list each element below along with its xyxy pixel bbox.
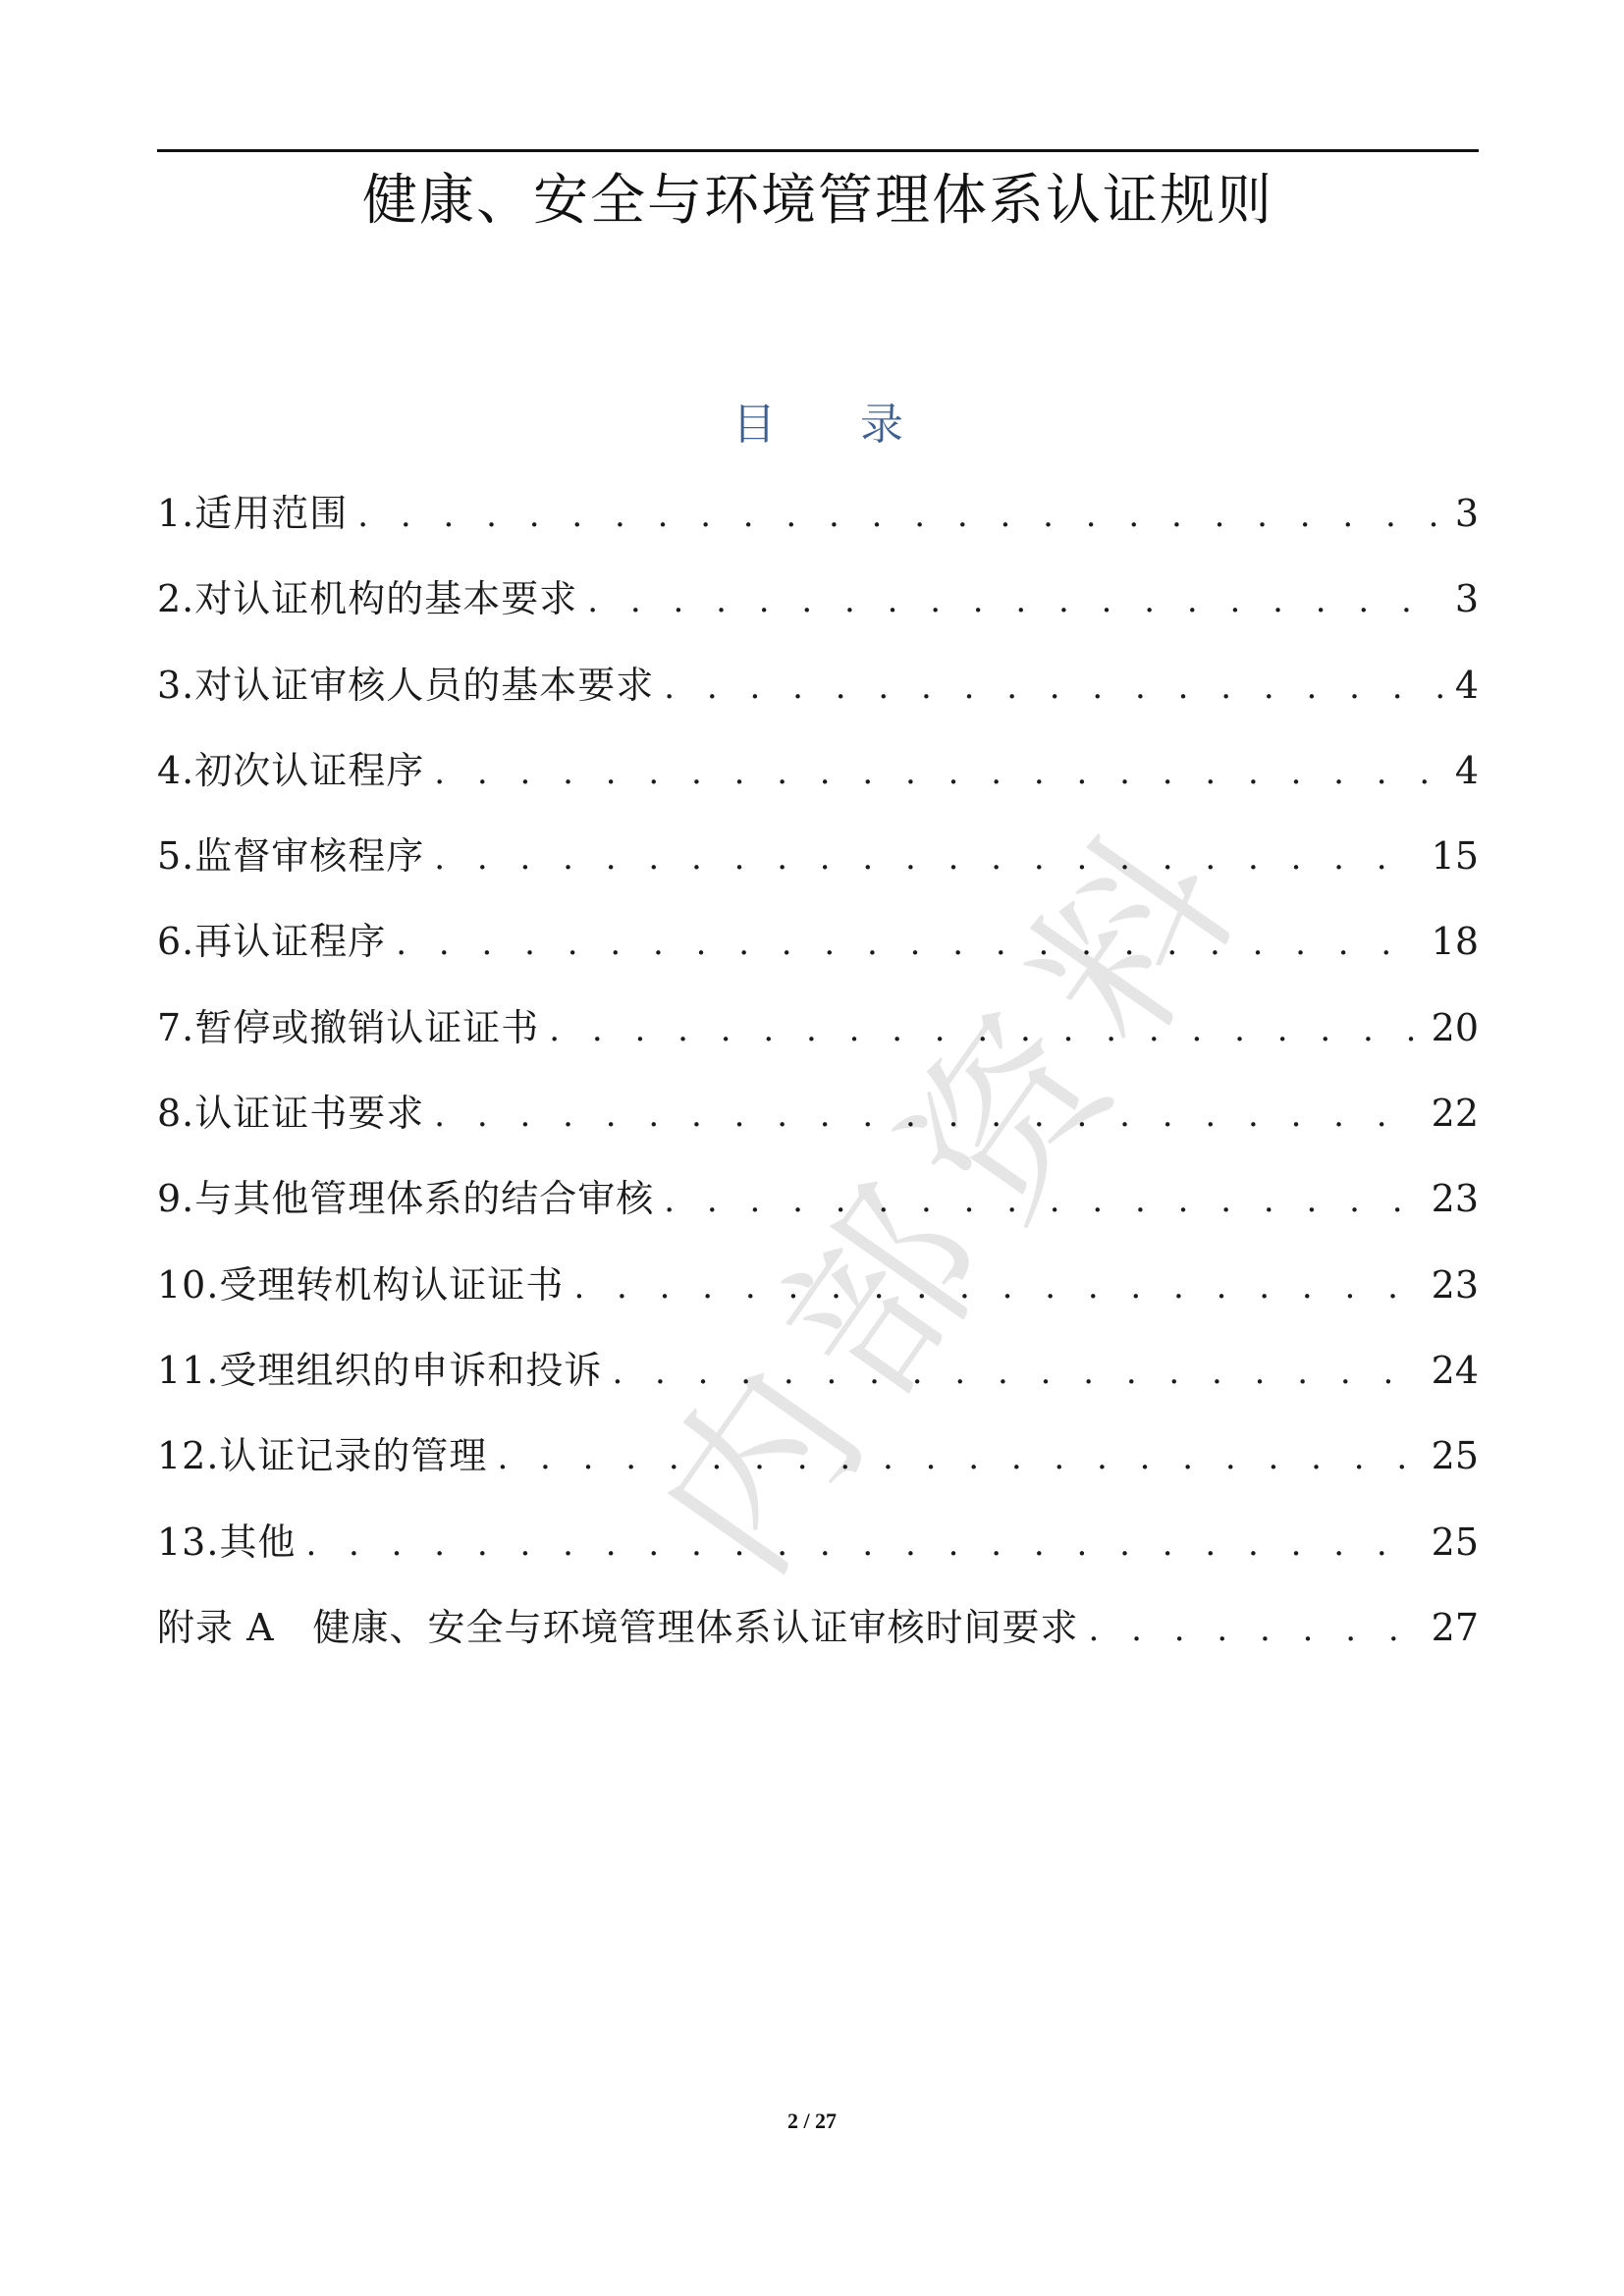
table-of-contents xyxy=(157,479,1479,1679)
toc-dot-leader xyxy=(434,824,1421,892)
toc-entry-title: 2.对认证机构的基本要求 xyxy=(157,577,578,621)
toc-entry-page: 27 xyxy=(1431,1605,1479,1649)
toc-entry-title: 12.认证记录的管理 xyxy=(157,1434,488,1478)
toc-entry-title: 附录 A 健康、安全与环境管理体系认证审核时间要求 xyxy=(157,1605,1079,1649)
document-title: 健康、安全与环境管理体系认证规则 xyxy=(362,169,1273,233)
toc-entry[interactable] xyxy=(157,1593,1479,1679)
toc-entry[interactable] xyxy=(157,736,1479,822)
toc-entry-title: 5.监督审核程序 xyxy=(157,834,425,879)
toc-entry[interactable] xyxy=(157,651,1479,736)
page-number: 2 / 27 xyxy=(786,2109,838,2133)
toc-entry-page: 18 xyxy=(1431,920,1479,964)
toc-entry[interactable] xyxy=(157,993,1479,1079)
toc-entry-title: 8.认证证书要求 xyxy=(157,1092,425,1136)
toc-entry-title: 10.受理转机构认证证书 xyxy=(157,1262,565,1307)
toc-entry-page: 4 xyxy=(1454,663,1479,707)
toc-entry[interactable] xyxy=(157,907,1479,992)
toc-heading: 目 录 xyxy=(732,400,939,450)
toc-entry-page: 23 xyxy=(1431,1262,1479,1307)
toc-entry-page: 25 xyxy=(1431,1520,1479,1564)
toc-entry[interactable] xyxy=(157,1164,1479,1250)
toc-dot-leader xyxy=(434,738,1445,807)
toc-entry-page: 23 xyxy=(1431,1177,1479,1221)
toc-entry-page: 25 xyxy=(1431,1434,1479,1478)
toc-entry[interactable] xyxy=(157,564,1479,650)
toc-entry-title: 3.对认证审核人员的基本要求 xyxy=(157,663,655,707)
toc-dot-leader xyxy=(396,909,1421,978)
toc-entry[interactable] xyxy=(157,1079,1479,1164)
toc-entry-title: 9.与其他管理体系的结合审核 xyxy=(157,1177,655,1221)
toc-entry[interactable] xyxy=(157,479,1479,564)
toc-dot-leader xyxy=(612,1338,1421,1407)
toc-entry-page: 22 xyxy=(1431,1092,1479,1136)
toc-dot-leader xyxy=(1089,1595,1422,1664)
toc-entry-page: 4 xyxy=(1454,748,1479,792)
toc-dot-leader xyxy=(573,1253,1421,1321)
toc-dot-leader xyxy=(587,566,1445,635)
toc-dot-leader xyxy=(549,995,1421,1064)
toc-entry[interactable] xyxy=(157,1336,1479,1421)
toc-entry[interactable] xyxy=(157,1421,1479,1507)
toc-dot-leader xyxy=(357,481,1445,550)
toc-entry-page: 20 xyxy=(1431,1005,1479,1049)
watermark-text: 内部资料 xyxy=(619,776,1293,1610)
toc-dot-leader xyxy=(305,1510,1421,1578)
toc-dot-leader xyxy=(497,1423,1421,1492)
toc-entry[interactable] xyxy=(157,1508,1479,1593)
toc-entry-page: 15 xyxy=(1431,834,1479,879)
toc-entry-page: 3 xyxy=(1454,492,1479,535)
toc-dot-leader xyxy=(664,653,1445,721)
toc-entry-title: 13.其他 xyxy=(157,1520,297,1564)
toc-entry-title: 4.初次认证程序 xyxy=(157,748,425,792)
toc-entry-title: 1.适用范围 xyxy=(157,492,349,535)
toc-dot-leader xyxy=(434,1081,1421,1149)
toc-entry-page: 24 xyxy=(1431,1348,1479,1392)
header-rule xyxy=(157,149,1479,152)
toc-entry-title: 6.再认证程序 xyxy=(157,920,387,964)
toc-entry[interactable] xyxy=(157,1251,1479,1336)
toc-entry-page: 3 xyxy=(1454,577,1479,621)
toc-dot-leader xyxy=(664,1166,1421,1235)
toc-entry[interactable] xyxy=(157,822,1479,907)
toc-entry-title: 7.暂停或撤销认证证书 xyxy=(157,1005,540,1049)
toc-entry-title: 11.受理组织的申诉和投诉 xyxy=(157,1348,603,1392)
